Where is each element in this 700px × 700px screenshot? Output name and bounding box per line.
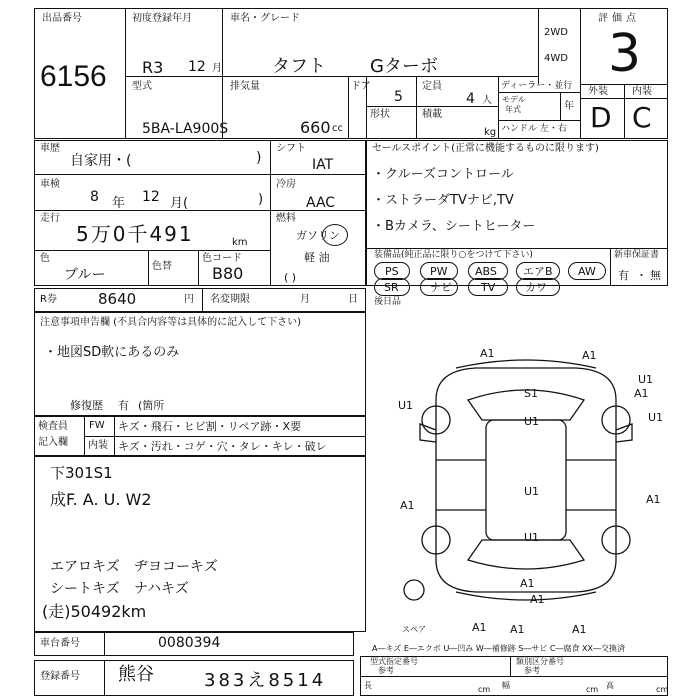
registration-month-unit: 月 (212, 63, 222, 74)
inspector-note: 下301S1 (50, 464, 113, 482)
equip-sr: SR (374, 278, 410, 296)
warranty-no: 無 (650, 269, 661, 282)
sales-point-2: ・ストラーダTVナビ,TV (372, 193, 514, 208)
fuel-label: 燃料 (276, 213, 296, 224)
height-unit: cm (656, 685, 669, 694)
exterior-label: 外装 (588, 86, 608, 97)
divider (104, 660, 105, 696)
divider (498, 76, 499, 139)
inspection-close: ) (258, 192, 264, 207)
divider (580, 8, 581, 139)
fw-label: FW (89, 420, 105, 431)
divider (84, 436, 366, 437)
divider (104, 632, 105, 656)
length-unit: cm (478, 685, 491, 694)
equipment-label: 装備品(純正品に限り○をつけて下さい) (374, 250, 533, 260)
length-label: 長 (364, 681, 372, 690)
height-label: 高 (606, 681, 614, 690)
color-code: B80 (212, 264, 244, 283)
spare-label: スペア (402, 625, 426, 634)
warranty-yes: 有 (618, 269, 629, 282)
repair-label: 修復歴 (70, 399, 103, 412)
grade-score-label: 評価点 (598, 13, 640, 24)
repair-value: 有 (118, 399, 129, 412)
name-change-day: 日 (348, 294, 358, 305)
divider (125, 8, 126, 139)
plate-label: 登録番号 (40, 671, 80, 682)
divider (222, 8, 223, 139)
drive-4wd: 4WD (544, 53, 568, 64)
notes-text: ・地図SD軟にあるのみ (44, 345, 180, 360)
class-spec-ref: 参考 (524, 666, 540, 675)
interior-label: 内装 (632, 86, 652, 97)
inspection-label: 車検 (40, 179, 60, 190)
damage-mark: A1 (530, 593, 545, 606)
lot-label: 出品番号 (42, 13, 82, 24)
divider (498, 120, 580, 121)
damage-mark: A1 (520, 577, 535, 590)
damage-mark: U1 (398, 399, 414, 412)
divider (624, 84, 625, 139)
plate-number: 383え8514 (204, 670, 327, 691)
model-name-label: 車名・グレード (230, 13, 300, 24)
equip-navi: ナビ (420, 278, 458, 296)
aircon-label: 冷房 (276, 179, 296, 190)
damage-mark: A1 (634, 387, 649, 400)
inspector-note: ナハキズ (134, 581, 189, 597)
equip-tv: TV (468, 278, 508, 296)
recycle-value: 8640 (98, 290, 137, 308)
divider (416, 76, 417, 139)
inspector-note: (走)50492km (42, 602, 147, 621)
registration-month: 12 (188, 59, 206, 75)
handle-label: ハンドル 左・右 (501, 124, 567, 134)
damage-mark: U1 (648, 411, 664, 424)
mileage-value: 5万0千491 (76, 222, 194, 246)
divider (34, 174, 366, 175)
divider (538, 8, 539, 84)
int-text: キズ・汚れ・コゲ・穴・タレ・キレ・破レ (118, 440, 327, 453)
plate-city: 熊谷 (118, 664, 154, 685)
exterior-value: D (590, 101, 612, 134)
legend: A―キズ E―エクボ U―凹み W―補修跡 S―サビ C―腐食 XX―交換済 (372, 644, 626, 653)
equip-pw: PW (420, 262, 458, 280)
type-code-label: 型式 (132, 81, 152, 92)
checker-label-1: 検査員 (38, 421, 68, 432)
displacement-unit: cc (332, 123, 343, 134)
fw-text: キズ・飛石・ヒビ割・リペア跡・X要 (118, 420, 302, 433)
color-label: 色 (40, 253, 50, 264)
inspector-note: 成F. A. U. W2 (50, 490, 152, 509)
mileage-label: 走行 (40, 213, 60, 224)
divider (510, 656, 511, 676)
inspection-month-unit: 月( (170, 196, 189, 211)
damage-mark: U1 (524, 531, 540, 544)
divider (360, 676, 668, 677)
history-close: ) (256, 150, 262, 166)
repair-place: (箇所 (138, 399, 165, 412)
damage-mark: A1 (572, 623, 587, 636)
sales-points-label: セールスポイント(正常に機能するものに限ります) (372, 143, 599, 154)
history-value: 自家用・( (70, 153, 132, 169)
equip-abs: ABS (468, 262, 508, 280)
divider (202, 288, 203, 312)
model-name: タフト (272, 56, 326, 77)
color-value: ブルー (64, 267, 106, 283)
damage-mark: U1 (524, 415, 540, 428)
equip-airbag: エアB (516, 262, 560, 280)
width-unit: cm (586, 685, 599, 694)
rear-seat-label: 後日品 (374, 297, 402, 307)
divider (610, 248, 611, 286)
capacity-unit: 人 (482, 95, 492, 106)
damage-mark: A1 (480, 347, 495, 360)
interior-value: C (632, 101, 652, 134)
loading-unit: kg (484, 127, 497, 138)
model-grade: Gターボ (370, 56, 438, 77)
divider (498, 92, 580, 93)
damage-mark: A1 (472, 621, 487, 634)
divider (270, 140, 271, 286)
sales-point-3: ・Bカメラ、シートヒーター (372, 219, 536, 234)
chassis-value: 0080394 (158, 635, 221, 651)
damage-mark: A1 (646, 493, 661, 506)
mileage-unit: km (232, 237, 248, 248)
shape-label: 形状 (370, 109, 390, 120)
recycle-unit: 円 (184, 294, 194, 305)
divider (560, 92, 561, 120)
damage-mark: S1 (524, 387, 538, 400)
registration-label: 初度登録年月 (132, 13, 192, 24)
fuel-gasoline: ガソリン (296, 229, 340, 242)
model-year-label-2: 年式 (505, 105, 521, 114)
divider (366, 106, 498, 107)
damage-mark: A1 (510, 623, 525, 636)
color-code-label: 色コード (202, 253, 242, 264)
divider (148, 250, 149, 286)
recycle-row (34, 288, 366, 312)
shift-label: シフト (276, 143, 306, 154)
warranty-sep: ・ (636, 269, 647, 282)
registration-year: R3 (142, 58, 164, 77)
damage-mark: U1 (638, 373, 654, 386)
width-label: 幅 (502, 681, 510, 690)
inspector-note: エアロキズ (50, 559, 120, 575)
fuel-light-oil: 軽 油 (304, 251, 330, 264)
model-spec-label: 型式指定番号 (370, 657, 418, 666)
grade-score-value: 3 (608, 24, 642, 84)
divider (34, 250, 270, 251)
model-year-label-1: モデル (502, 95, 526, 104)
fuel-circle (322, 224, 348, 246)
inspector-note: ヂヨコーキズ (134, 559, 218, 575)
damage-mark: A1 (400, 499, 415, 512)
dealer-import: ディーラー・並行 (501, 81, 573, 91)
chassis-label: 車台番号 (40, 638, 80, 649)
notes-label: 注意事項申告欄 (不具合内容等は具体的に記入して下さい) (40, 317, 301, 328)
divider (125, 76, 538, 77)
equip-aw: AW (568, 262, 606, 280)
equip-kawa: カワ (516, 278, 560, 296)
checker-label-2: 記入欄 (38, 437, 68, 448)
inspection-year-unit: 年 (112, 196, 126, 211)
capacity-value: 4 (466, 91, 475, 107)
warranty-label: 新車保証書 (614, 250, 660, 260)
sales-grid (366, 140, 668, 286)
class-spec-label: 類別区分番号 (516, 657, 564, 666)
capacity-label: 定員 (422, 81, 442, 92)
type-code-value: 5BA-LA900S (142, 121, 229, 137)
sales-point-1: ・クルーズコントロール (372, 167, 514, 182)
fuel-paren: ( ) (284, 271, 297, 284)
divider (348, 76, 349, 139)
doors-value: 5 (394, 89, 403, 105)
lot-number: 6156 (40, 60, 107, 93)
shift-value: IAT (312, 157, 334, 173)
name-change-label: 名変期限 (210, 294, 250, 305)
divider (198, 250, 199, 286)
doors-label: ドア (351, 81, 371, 92)
displacement-value: 660 (300, 118, 331, 137)
displacement-label: 排気量 (230, 81, 260, 92)
history-label: 車歴 (40, 143, 60, 154)
divider (366, 248, 668, 249)
drive-2wd: 2WD (544, 27, 568, 38)
name-change-month: 月 (300, 294, 310, 305)
inspector-note: シートキズ (50, 581, 120, 597)
aircon-value: AAC (306, 195, 336, 211)
equip-ps: PS (374, 262, 410, 280)
inspection-month: 12 (142, 189, 160, 205)
recycle-label: R券 (40, 294, 57, 305)
loading-label: 積載 (422, 109, 442, 120)
inspection-year: 8 (90, 189, 99, 205)
damage-mark: A1 (582, 349, 597, 362)
model-spec-ref: 参考 (378, 666, 394, 675)
color-change-label: 色替 (152, 261, 172, 272)
model-year-unit: 年 (564, 101, 574, 112)
damage-mark: U1 (524, 485, 540, 498)
int-label: 内装 (88, 440, 108, 451)
